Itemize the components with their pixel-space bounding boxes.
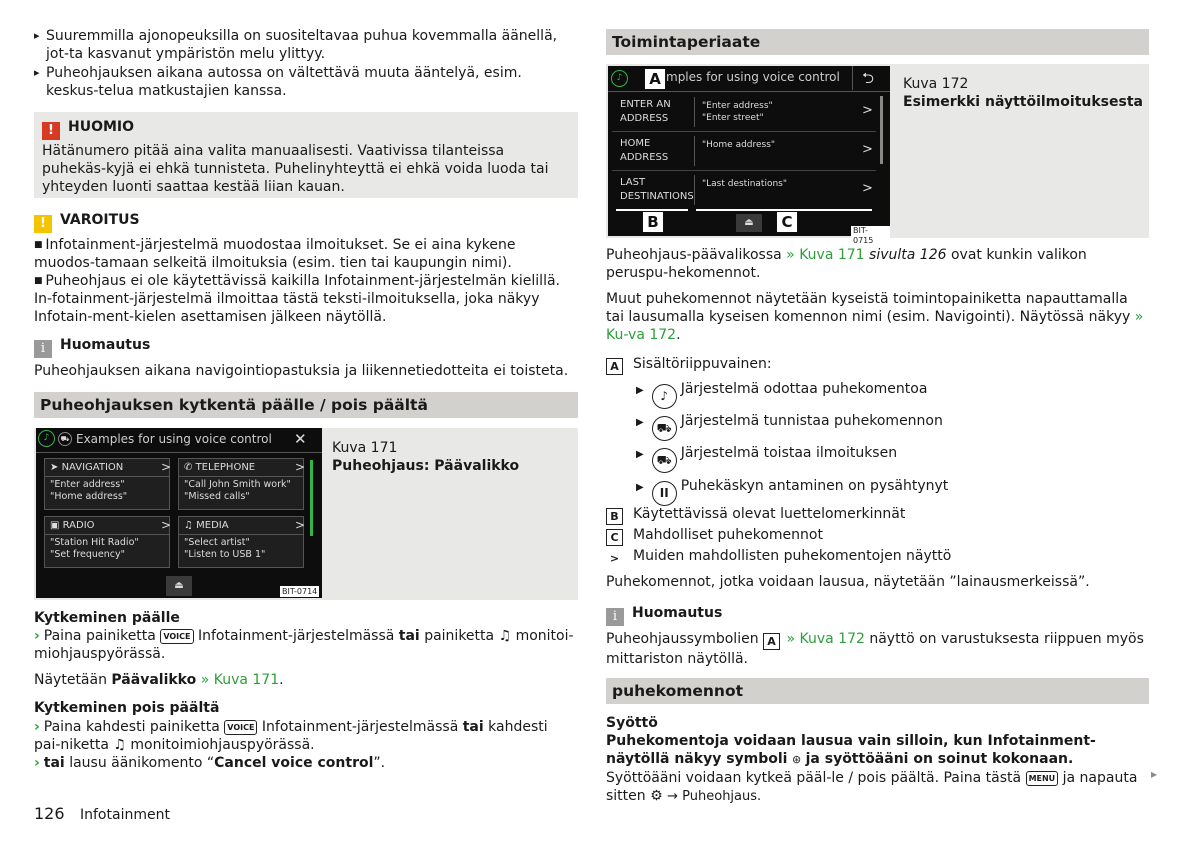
voice-icon: ♪	[611, 70, 628, 87]
huomautus-text: Puheohjauksen aikana navigointiopastuksia ja liikennetiedotteita ei toisteta.	[34, 363, 569, 379]
screen-title: Examples for using voice control	[76, 432, 272, 446]
steering-voice-icon: ♫	[498, 628, 512, 644]
on-text: Infotainment-järjestelmässä	[197, 628, 395, 644]
phone-icon: ✆	[184, 462, 193, 473]
row-label: ADDRESS	[620, 152, 669, 163]
varoitus-block: ! VAROITUS ■ Infotainment-järjestelmä muodostaa ilmoitukset. Se ei aina kykene muodos-tamaan selkeitä ilmoituksia (esim. tien tai kaupungin nimi). ■ Puheohjaus ei ole käytettävissä kaikilla Infotainment-järjestelmän kielillä. In-fotainment-järjestelmä ilmoittaa tästä teksti-ilmoituksella, joka näkyy Infotain-ment-kielen asettamisen jälkeen näytöllä.	[34, 212, 560, 325]
row-label: LAST	[620, 177, 646, 188]
off-text: Paina kahdesti painiketta	[43, 719, 220, 735]
chevron-right-icon: >	[295, 460, 306, 474]
figure-number: Kuva 171	[332, 440, 398, 456]
quote-note: Puhekomennot, jotka voidaan lausua, näytetään ”lainausmerkeissä”.	[606, 574, 1090, 590]
steering-voice-icon: ♫	[113, 737, 126, 753]
callout-c: C	[776, 211, 798, 233]
tile-example: "Call John Smith work"	[184, 479, 291, 490]
info-icon: i	[34, 340, 52, 358]
on-text: Paina painiketta	[43, 628, 156, 644]
tile-label: MEDIA	[196, 520, 229, 531]
legend-key: A	[606, 358, 623, 375]
navigation-icon: ➤	[50, 462, 59, 473]
off-text: kahdesti pai-nikett	[34, 719, 548, 753]
off-text: tai	[43, 755, 65, 771]
row-label: DESTINATIONS	[620, 191, 694, 202]
warning-icon: !	[42, 122, 60, 140]
state-3: ▶ ⛟ Järjestelmä toistaa ilmoituksen	[636, 444, 897, 473]
syotto-text: ja syöttöääni on soinut kokonaan.	[805, 751, 1074, 767]
state-text: Järjestelmä odottaa puhekomentoa	[680, 381, 928, 397]
row-example: "Home address"	[702, 140, 776, 150]
tip-bullet-1: ▸ Suuremmilla ajonopeuksilla on suositeltavaa puhua kovemmalla äänellä, jot-ta kasvanut ympäristön melu ylittyy.	[34, 27, 578, 63]
off-text: monitoimiohjauspyörässä.	[130, 737, 315, 753]
tile-radio[interactable]	[44, 516, 170, 568]
voice-speaking-icon: ⛟	[652, 448, 677, 473]
chevron-right-icon: >	[161, 460, 172, 474]
voice-key: VOICE	[160, 629, 193, 644]
row-label: ENTER AN	[620, 99, 671, 110]
body-text: Puheohjaus-päävalikossa	[606, 247, 782, 263]
syotto-text: Puhekomentoja voidaan lausua vain silloin, kun Infotainment-näytöllä näkyy symboli	[606, 733, 1096, 767]
legend-b	[606, 505, 905, 525]
on-text: tai	[398, 628, 420, 644]
state-2: ▶ ⛟ Järjestelmä tunnistaa puhekomennon	[636, 412, 943, 441]
body-text: Muut puhekomennot näytetään kyseistä toimintopainiketta napauttamalla tai lausumalla kyseisen komennon nimi (esim. Navigointi). Näytössä näkyy	[606, 291, 1131, 325]
off-text: ”.	[373, 755, 386, 771]
tile-label: TELEPHONE	[195, 462, 256, 473]
figure-link[interactable]: » Kuva 171	[200, 672, 280, 688]
row-example: "Last destinations"	[702, 179, 788, 189]
note-text: Puheohjaussymbolien	[606, 631, 759, 647]
page-section: Infotainment	[80, 807, 170, 823]
chevron-right-icon: >	[862, 142, 873, 157]
varoitus-item-1: Infotainment-järjestelmä muodostaa ilmoitukset. Se ei aina kykene muodos-tamaan selkeitä ilmoituksia (esim. tien tai kaupungin nimi).	[34, 237, 516, 271]
on-text: monitoi-miohjauspyörässä.	[34, 628, 574, 662]
off-text: Infotainment-järjestelmässä	[261, 719, 459, 735]
tile-example: "Missed calls"	[184, 491, 250, 502]
radio-icon: ▣	[50, 520, 60, 531]
legend-key: >	[609, 552, 620, 565]
state-4: ▶ II Puhekäskyn antaminen on pysähtynyt	[636, 477, 948, 506]
callout-b: B	[642, 211, 664, 233]
legend-text: Käytettävissä olevat luettelomerkinnät	[633, 506, 906, 522]
state-text: Järjestelmä toistaa ilmoituksen	[680, 445, 898, 461]
shown-text: Päävalikko	[111, 672, 197, 688]
row-example: "Enter street"	[702, 113, 764, 123]
figure-title: Puheohjaus: Päävalikko	[332, 458, 520, 474]
section-heading: puhekomennot	[606, 678, 1149, 704]
tile-example: "Set frequency"	[50, 549, 126, 560]
syotto-title: Syöttö	[606, 715, 658, 731]
state-text: Puhekäskyn antaminen on pysähtynyt	[680, 478, 949, 494]
list-row[interactable]	[612, 172, 876, 210]
legend-c	[606, 526, 823, 546]
note-title: Huomautus	[632, 605, 723, 621]
body-text: ovat kunkin valikon peruspu-hekomennot.	[606, 247, 1087, 281]
tile-example: "Enter address"	[50, 479, 125, 490]
scrollbar[interactable]	[310, 460, 313, 536]
legend-text: Sisältöriippuvainen:	[633, 356, 772, 372]
row-example: "Enter address"	[702, 101, 773, 111]
screen-title: mples for using voice control	[666, 70, 840, 84]
menu-path: → Puheohjaus.	[667, 789, 762, 804]
row-label: HOME	[620, 138, 651, 149]
off-text: lausu äänikomento “	[69, 755, 215, 771]
huomio-box	[34, 112, 578, 198]
huomio-title: HUOMIO	[68, 119, 135, 135]
off-text: Cancel voice control	[214, 755, 374, 771]
huomautus-block	[34, 336, 578, 380]
figure-number: Kuva 172	[903, 76, 969, 92]
pause-icon: II	[652, 481, 677, 506]
tile-media[interactable]	[178, 516, 304, 568]
tile-label: RADIO	[62, 520, 95, 531]
huomautus-block	[606, 604, 1149, 668]
car-icon: ⛟	[58, 432, 72, 446]
figure-link[interactable]: » Kuva 172	[786, 631, 865, 647]
tile-example: "Listen to USB 1"	[184, 549, 266, 560]
legend-key: A	[763, 633, 780, 650]
figure-title: Esimerkki näyttöilmoituksesta	[903, 94, 1143, 110]
page-ref: sivulta 126	[869, 247, 947, 263]
legend-arrow	[606, 547, 951, 568]
voice-symbol-icon: ⊛	[791, 753, 802, 766]
tip-bullet-2: ▸ Puheohjauksen aikana autossa on vältettävä muuta ääntelyä, esim. keskus-telua matkustajien kanssa.	[34, 64, 578, 100]
next-page-icon: ▸	[1151, 767, 1158, 781]
note-text: näyttö on varustuksesta riippuen myös mittariston näytöllä.	[606, 631, 1144, 667]
on-text: painiketta	[424, 628, 495, 644]
chevron-right-icon: >	[161, 518, 172, 532]
chevron-right-icon: >	[862, 103, 873, 118]
tile-example: "Station Hit Radio"	[50, 537, 139, 548]
figure-link[interactable]: » Ku-va 172	[606, 309, 1144, 343]
caution-icon: !	[34, 215, 52, 233]
voice-icon: ♪	[38, 430, 55, 447]
tile-label: NAVIGATION	[61, 462, 124, 473]
list-row[interactable]	[612, 94, 876, 132]
state-text: Järjestelmä tunnistaa puhekomennon	[680, 413, 943, 429]
settings-icon: ⚙	[650, 788, 663, 804]
tile-example: "Home address"	[50, 491, 128, 502]
section-heading: Toimintaperiaate	[606, 29, 1149, 55]
huomautus-title: Huomautus	[60, 337, 151, 353]
voice-recognize-icon: ⛟	[652, 416, 677, 441]
legend-text: Mahdolliset puhekomennot	[633, 527, 823, 543]
legend-key: B	[606, 508, 623, 525]
shown-text: Näytetään	[34, 672, 107, 688]
menu-key: MENU	[1026, 771, 1059, 786]
section-heading: Puheohjauksen kytkentä päälle / pois päältä	[34, 392, 578, 418]
scrollbar[interactable]	[880, 96, 883, 164]
tile-telephone[interactable]	[178, 458, 304, 510]
music-icon: ♫	[184, 520, 193, 531]
figure-link[interactable]: » Kuva 171	[786, 247, 865, 263]
voice-waiting-icon: ♪	[652, 384, 677, 409]
voice-key: VOICE	[224, 720, 257, 735]
varoitus-title: VAROITUS	[60, 212, 140, 228]
body-text: .	[676, 327, 681, 343]
row-label: ADDRESS	[620, 113, 669, 124]
syotto-text: Syöttöääni voidaan kytkeä pääl-le / pois päältä. Paina tästä	[606, 770, 1022, 786]
figure-code: BIT-0714	[282, 587, 318, 596]
figure-171	[34, 428, 578, 600]
list-row[interactable]	[612, 133, 876, 171]
state-1: ▶ ♪ Järjestelmä odottaa puhekomentoa	[636, 380, 927, 409]
back-icon[interactable]: ⮌	[862, 69, 875, 87]
legend-text: Muiden mahdollisten puhekomentojen näyttö	[633, 548, 952, 564]
legend-a	[606, 355, 772, 375]
chevron-right-icon: >	[295, 518, 306, 532]
callout-a: A	[644, 68, 666, 90]
collapse-icon[interactable]: ⏏	[166, 576, 192, 596]
page-number: 126	[34, 804, 65, 823]
chevron-right-icon: >	[862, 181, 873, 196]
on-title: Kytkeminen päälle	[34, 610, 180, 626]
tile-example: "Select artist"	[184, 537, 250, 548]
voice-screen	[36, 428, 322, 598]
figure-172	[606, 64, 1149, 245]
tile-navigation[interactable]	[44, 458, 170, 510]
legend-key: C	[606, 529, 623, 546]
varoitus-item-2: Puheohjaus ei ole käytettävissä kaikilla Infotainment-järjestelmän kielillä. In-fotainment-järjestelmä ilmoittaa tästä teksti-ilmoituksella, joka näkyy Infotain-ment-kielen asettamisen jälkeen näytöllä.	[34, 273, 560, 325]
syotto-text: ja napauta sitten	[606, 770, 1138, 804]
huomio-text: Hätänumero pitää aina valita manuaalisesti. Vaativissa tilanteissa puhekäs-kyjä ei ehkä tunnisteta. Puhelinyhteyttä ei ehkä voida luoda tai yhteyden luonti saattaa kestää liian kauan.	[42, 143, 549, 195]
info-icon: i	[606, 608, 624, 626]
collapse-icon[interactable]: ⏏	[736, 214, 762, 232]
figure-code: BIT-0715	[851, 226, 890, 246]
off-title: Kytkeminen pois päältä	[34, 700, 220, 716]
close-icon[interactable]: ✕	[294, 430, 307, 448]
off-text: tai	[462, 719, 484, 735]
